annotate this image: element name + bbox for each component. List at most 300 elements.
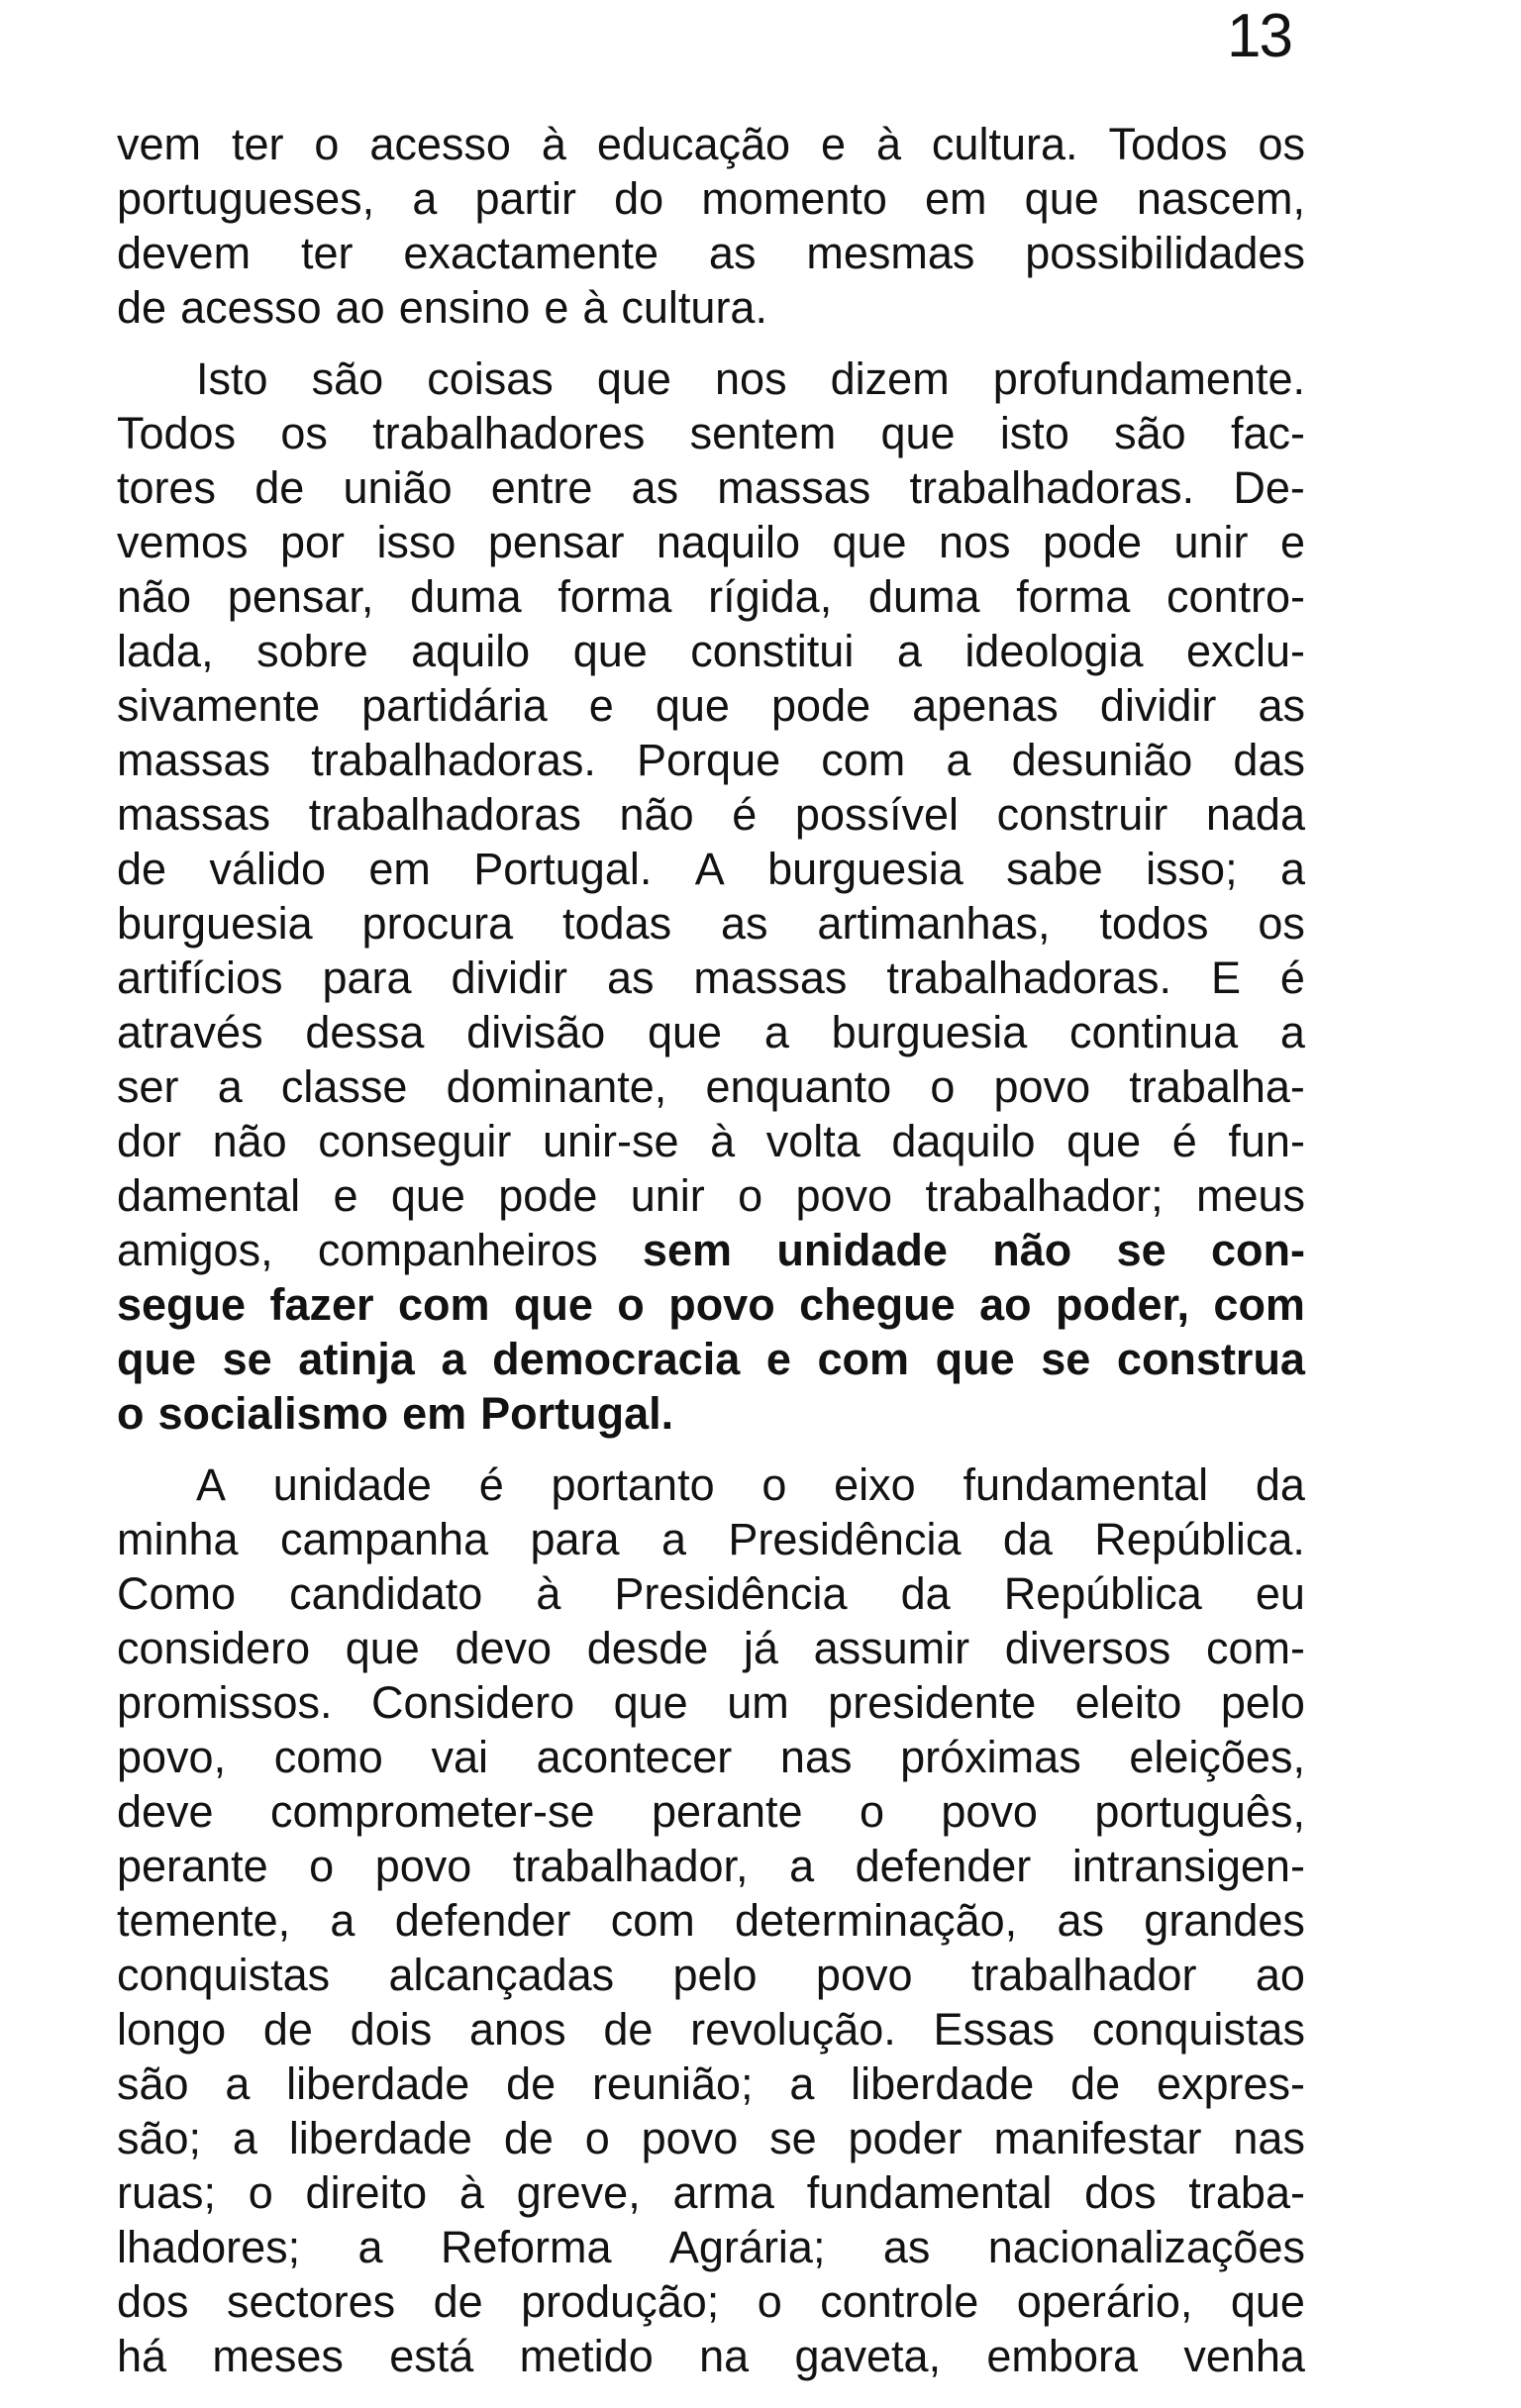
- word: burguesia: [831, 1007, 1028, 1057]
- word: devem: [117, 228, 252, 278]
- text-line: [117, 896, 1305, 951]
- word: meses: [212, 2331, 344, 2381]
- word: partidária: [361, 680, 548, 731]
- word: as: [631, 462, 679, 513]
- text-line: [117, 226, 1305, 280]
- word: pelo: [1220, 1677, 1305, 1728]
- word: exactamente: [403, 228, 659, 278]
- word: dominante,: [446, 1061, 667, 1112]
- word: momento: [701, 173, 887, 224]
- text-line: [117, 1005, 1305, 1059]
- word: massas: [717, 462, 871, 513]
- word: poder: [848, 2113, 963, 2163]
- word: as: [708, 228, 757, 278]
- word: não: [117, 571, 192, 622]
- text-line: [117, 2220, 1305, 2274]
- word: à: [875, 119, 901, 169]
- word: a: [357, 2222, 383, 2272]
- word: trabalhadoras.: [909, 462, 1195, 513]
- text-line: [117, 678, 1305, 733]
- word: a: [225, 2058, 251, 2109]
- word: ao: [979, 1279, 1032, 1330]
- word: ao: [335, 282, 385, 333]
- paragraph: [117, 117, 1305, 335]
- word: lada,: [117, 626, 214, 676]
- word: grandes: [1144, 1895, 1305, 1946]
- word: diversos: [1004, 1623, 1171, 1673]
- word: a: [896, 626, 922, 676]
- word: venha: [1183, 2331, 1305, 2381]
- word: o: [248, 2167, 273, 2218]
- word: dizem: [830, 353, 950, 404]
- text-line: [117, 569, 1305, 624]
- word: todos: [1099, 898, 1209, 949]
- word: temente,: [117, 1895, 291, 1946]
- word: democracia: [492, 1334, 741, 1384]
- word: expres-: [1156, 2058, 1305, 2109]
- word: a: [1279, 844, 1305, 894]
- word: é: [1279, 953, 1305, 1003]
- word: a: [412, 173, 438, 224]
- word: de: [1070, 2058, 1121, 2109]
- word: traba-: [1188, 2167, 1305, 2218]
- word: que: [935, 1334, 1015, 1384]
- word: Presidência: [614, 1568, 848, 1619]
- word: e: [544, 282, 569, 333]
- text-line: [117, 2329, 1305, 2383]
- word: o: [117, 1388, 145, 1439]
- text-line: [117, 842, 1305, 896]
- word: Considero: [371, 1677, 575, 1728]
- word: perante: [117, 1841, 268, 1891]
- word: profundamente.: [992, 353, 1305, 404]
- word: eixo: [834, 1459, 916, 1510]
- word: isso;: [1146, 844, 1238, 894]
- word: o: [309, 1841, 335, 1891]
- word: artimanhas,: [817, 898, 1051, 949]
- word: Portugal.: [480, 1388, 674, 1439]
- word: fazer: [269, 1279, 374, 1330]
- word: e: [765, 1334, 791, 1384]
- word: determinação,: [735, 1895, 1018, 1946]
- word: que: [880, 408, 956, 458]
- word: pode: [498, 1170, 598, 1221]
- word: defender: [855, 1841, 1032, 1891]
- word: A: [196, 1459, 227, 1510]
- word: poder,: [1055, 1279, 1190, 1330]
- word: as: [1258, 680, 1305, 731]
- word: os: [1258, 119, 1305, 169]
- word: República.: [1094, 1514, 1305, 1564]
- word: que: [613, 1677, 688, 1728]
- word: pensar: [487, 517, 625, 567]
- word: Agrária;: [668, 2222, 826, 2272]
- word: forma: [558, 571, 672, 622]
- word: trabalha-: [1129, 1061, 1305, 1112]
- word: chegue: [799, 1279, 956, 1330]
- word: como: [273, 1732, 383, 1782]
- word: trabalhador,: [512, 1841, 749, 1891]
- text-line: [117, 1114, 1305, 1168]
- word: sabe: [1006, 844, 1103, 894]
- word: partir: [474, 173, 576, 224]
- word: sentem: [689, 408, 837, 458]
- word: artifícios: [117, 953, 283, 1003]
- word: povo: [993, 1061, 1091, 1112]
- word: é: [478, 1459, 504, 1510]
- word: de: [603, 2004, 654, 2055]
- word: acesso: [180, 282, 322, 333]
- text-line: [117, 351, 1305, 406]
- word: de: [262, 2004, 313, 2055]
- text-line: [117, 280, 1305, 335]
- word: vai: [431, 1732, 488, 1782]
- word: continua: [1069, 1007, 1239, 1057]
- word: dos: [1084, 2167, 1157, 2218]
- text-line: [117, 1168, 1305, 1223]
- word: há: [117, 2331, 167, 2381]
- word: isto: [999, 408, 1069, 458]
- word: liberdade: [851, 2058, 1035, 2109]
- word: naquilo: [656, 517, 801, 567]
- word: trabalhador: [970, 1950, 1197, 2000]
- text-line: [117, 406, 1305, 460]
- word: povo: [941, 1786, 1038, 1837]
- word: defender: [394, 1895, 571, 1946]
- word: que: [513, 1279, 593, 1330]
- word: povo: [815, 1950, 913, 2000]
- word: é: [732, 789, 758, 840]
- word: as: [882, 2222, 931, 2272]
- text-line: [117, 624, 1305, 678]
- word: tores: [117, 462, 217, 513]
- word: trabalhadoras.: [311, 735, 596, 785]
- paragraph: [117, 351, 1305, 1441]
- word: de: [117, 844, 167, 894]
- word: português,: [1094, 1786, 1305, 1837]
- word: revolução.: [690, 2004, 896, 2055]
- word: dessa: [305, 1007, 425, 1057]
- word: que: [596, 353, 671, 404]
- word: longo: [117, 2004, 227, 2055]
- word: a: [330, 1895, 355, 1946]
- word: a: [946, 735, 971, 785]
- word: atinja: [298, 1334, 415, 1384]
- page-number: 13: [1227, 2, 1291, 70]
- word: que: [648, 1007, 723, 1057]
- word: classe: [280, 1061, 408, 1112]
- word: próximas: [900, 1732, 1081, 1782]
- paragraph-gap: [117, 335, 1305, 351]
- word: válido: [209, 844, 326, 894]
- word: da: [900, 1568, 951, 1619]
- word: o: [757, 2276, 782, 2327]
- word: dividir: [1099, 680, 1217, 731]
- word: volta: [765, 1116, 861, 1166]
- word: cultura.: [931, 119, 1078, 169]
- word: fun-: [1228, 1116, 1305, 1166]
- word: massas: [693, 953, 848, 1003]
- word: o: [761, 1459, 787, 1510]
- word: De-: [1233, 462, 1305, 513]
- word: não: [212, 1116, 287, 1166]
- word: damental: [117, 1170, 301, 1221]
- word: dor: [117, 1116, 182, 1166]
- word: assumir: [813, 1623, 970, 1673]
- word: acesso: [369, 119, 511, 169]
- text-line: [117, 1059, 1305, 1114]
- word: duma: [410, 571, 522, 622]
- word: à: [710, 1116, 736, 1166]
- word: Como: [117, 1568, 237, 1619]
- word: a: [441, 1334, 466, 1384]
- word: isso: [376, 517, 456, 567]
- word: da: [1255, 1459, 1305, 1510]
- word: deve: [117, 1786, 214, 1837]
- text-line: [117, 2111, 1305, 2165]
- word: não: [992, 1225, 1072, 1275]
- word: considero: [117, 1623, 311, 1673]
- word: entre: [490, 462, 593, 513]
- word: A: [694, 844, 725, 894]
- word: eleições,: [1129, 1732, 1305, 1782]
- word: de: [254, 462, 305, 513]
- text-line: [117, 1893, 1305, 1948]
- text-line: [117, 1730, 1305, 1784]
- word: em: [368, 844, 431, 894]
- word: que: [572, 626, 648, 676]
- word: manifestar: [993, 2113, 1202, 2163]
- word: desde: [586, 1623, 709, 1673]
- text-line: [117, 2274, 1305, 2329]
- word: E: [1210, 953, 1241, 1003]
- word: se: [1041, 1334, 1091, 1384]
- word: companheiros: [317, 1225, 598, 1275]
- text-line: [117, 2002, 1305, 2057]
- word: está: [389, 2331, 474, 2381]
- word: é: [1171, 1116, 1197, 1166]
- word: das: [1233, 735, 1305, 785]
- word: pode: [771, 680, 871, 731]
- word: possibilidades: [1025, 228, 1305, 278]
- word: fundamental: [963, 1459, 1209, 1510]
- word: ao: [1255, 1950, 1305, 2000]
- word: são: [117, 2058, 189, 2109]
- word: unir: [1173, 517, 1249, 567]
- word: e: [820, 119, 847, 169]
- word: povo: [374, 1841, 472, 1891]
- text-line: [117, 171, 1305, 226]
- word: não: [619, 789, 694, 840]
- word: constitui: [690, 626, 855, 676]
- word: em: [925, 173, 987, 224]
- word: à: [536, 1568, 561, 1619]
- word: que: [1230, 2276, 1305, 2327]
- text-line: [117, 733, 1305, 787]
- word: fac-: [1230, 408, 1305, 458]
- word: lhadores;: [117, 2222, 301, 2272]
- text-line: [117, 515, 1305, 569]
- text-line: [117, 1457, 1305, 1512]
- word: construir: [996, 789, 1168, 840]
- word: com: [821, 735, 906, 785]
- word: a: [789, 2058, 815, 2109]
- word: o: [859, 1786, 884, 1837]
- word: ter: [300, 228, 354, 278]
- word: a: [217, 1061, 243, 1112]
- word: conseguir: [318, 1116, 512, 1166]
- word: ruas;: [117, 2167, 217, 2218]
- word: são: [1114, 408, 1186, 458]
- word: trabalhadores: [372, 408, 646, 458]
- word: todas: [562, 898, 672, 949]
- word: Presidência: [728, 1514, 962, 1564]
- word: apenas: [912, 680, 1059, 731]
- word: o: [314, 119, 340, 169]
- word: Todos: [117, 408, 237, 458]
- word: burguesia: [117, 898, 313, 949]
- word: que: [832, 517, 907, 567]
- word: sem: [642, 1225, 732, 1275]
- word: à: [582, 282, 608, 333]
- word: já: [743, 1623, 778, 1673]
- word: são: [311, 353, 384, 404]
- word: candidato: [289, 1568, 483, 1619]
- word: devo: [455, 1623, 553, 1673]
- word: coisas: [427, 353, 554, 404]
- text-line: [117, 2057, 1305, 2111]
- text-line: [117, 1948, 1305, 2002]
- word: República: [1003, 1568, 1202, 1619]
- word: construa: [1116, 1334, 1305, 1384]
- word: Porque: [637, 735, 781, 785]
- word: por: [279, 517, 346, 567]
- text-line: [117, 1566, 1305, 1621]
- word: unidade: [272, 1459, 432, 1510]
- word: as: [606, 953, 655, 1003]
- word: na: [699, 2331, 750, 2381]
- word: presidente: [828, 1677, 1037, 1728]
- word: vem: [117, 119, 202, 169]
- word: desunião: [1011, 735, 1193, 785]
- word: educação: [596, 119, 791, 169]
- word: portanto: [551, 1459, 715, 1510]
- word: povo,: [117, 1732, 227, 1782]
- word: trabalhadoras: [308, 789, 581, 840]
- word: de: [117, 282, 167, 333]
- word: Todos: [1108, 119, 1228, 169]
- word: se: [769, 2113, 817, 2163]
- text-line: [117, 2165, 1305, 2220]
- word: possível: [794, 789, 960, 840]
- word: controle: [820, 2276, 979, 2327]
- word: massas: [117, 789, 271, 840]
- word: trabalhadoras.: [886, 953, 1172, 1003]
- word: através: [117, 1007, 263, 1057]
- word: procura: [361, 898, 514, 949]
- word: ideologia: [964, 626, 1144, 676]
- word: fundamental: [806, 2167, 1053, 2218]
- text-line: [117, 1784, 1305, 1839]
- word: perante: [651, 1786, 803, 1837]
- word: eleito: [1074, 1677, 1182, 1728]
- text-line: [117, 1277, 1305, 1332]
- text-line: [117, 1386, 1305, 1441]
- word: da: [1002, 1514, 1053, 1564]
- text-line: [117, 787, 1305, 842]
- word: as: [721, 898, 768, 949]
- word: burguesia: [767, 844, 963, 894]
- word: para: [322, 953, 412, 1003]
- word: que: [655, 680, 730, 731]
- word: nacionalizações: [987, 2222, 1305, 2272]
- word: ensino: [398, 282, 531, 333]
- word: intransigen-: [1071, 1841, 1305, 1891]
- word: um: [727, 1677, 789, 1728]
- word: se: [222, 1334, 272, 1384]
- word: os: [280, 408, 328, 458]
- word: com: [397, 1279, 490, 1330]
- word: a: [1279, 1007, 1305, 1057]
- word: exclu-: [1185, 626, 1305, 676]
- word: são;: [117, 2113, 202, 2163]
- word: pensar,: [227, 571, 374, 622]
- word: nas: [1233, 2113, 1305, 2163]
- word: nada: [1205, 789, 1305, 840]
- word: dois: [350, 2004, 433, 2055]
- word: eu: [1255, 1568, 1305, 1619]
- word: enquanto: [705, 1061, 892, 1112]
- text-line: [117, 1512, 1305, 1566]
- word: com-: [1205, 1623, 1305, 1673]
- text-line: [117, 117, 1305, 171]
- word: com: [1213, 1279, 1305, 1330]
- word: que: [390, 1170, 465, 1221]
- word: e: [333, 1170, 358, 1221]
- word: ter: [231, 119, 284, 169]
- word: greve,: [516, 2167, 641, 2218]
- word: e: [1279, 517, 1305, 567]
- word: pelo: [672, 1950, 758, 2000]
- word: sectores: [227, 2276, 396, 2327]
- word: contro-: [1166, 571, 1305, 622]
- text-line: [117, 1675, 1305, 1730]
- word: sobre: [256, 626, 368, 676]
- word: dos: [117, 2276, 189, 2327]
- word: de: [433, 2276, 483, 2327]
- word: nas: [779, 1732, 853, 1782]
- word: metido: [519, 2331, 654, 2381]
- word: nascem,: [1136, 173, 1305, 224]
- word: portugueses,: [117, 173, 375, 224]
- word: liberdade: [288, 2113, 472, 2163]
- word: mesmas: [806, 228, 975, 278]
- paragraph: [117, 1457, 1305, 2383]
- word: trabalhador;: [925, 1170, 1164, 1221]
- word: forma: [1016, 571, 1131, 622]
- word: sivamente: [117, 680, 321, 731]
- word: de: [506, 2058, 557, 2109]
- word: à: [541, 119, 566, 169]
- word: operário,: [1016, 2276, 1193, 2327]
- word: produção;: [521, 2276, 720, 2327]
- word: à: [458, 2167, 484, 2218]
- word: que: [1066, 1116, 1142, 1166]
- word: divisão: [466, 1007, 606, 1057]
- word: para: [530, 1514, 620, 1564]
- word: liberdade: [286, 2058, 470, 2109]
- word: conquistas: [117, 1950, 331, 2000]
